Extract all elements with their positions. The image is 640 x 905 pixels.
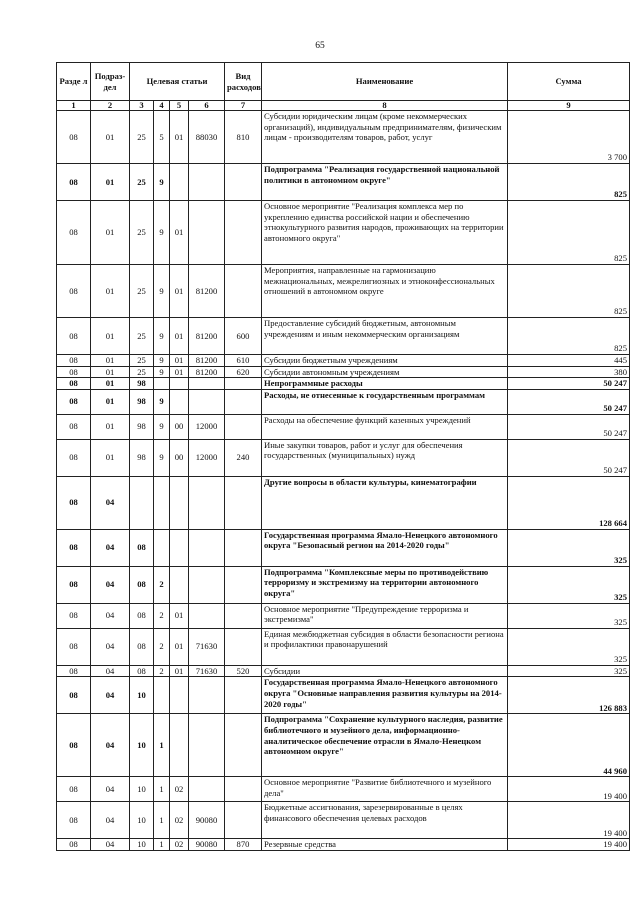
target-subprogram-cell: 9 <box>154 414 170 439</box>
table-row <box>57 802 630 839</box>
target-subprogram-cell: 5 <box>154 111 170 164</box>
table-row <box>57 476 630 529</box>
expense-type-cell <box>225 164 262 201</box>
target-direction-cell <box>189 714 225 777</box>
sum-cell: 19 400 <box>508 802 630 839</box>
target-event-cell <box>170 566 189 603</box>
sum-cell: 50 247 <box>508 439 630 476</box>
podrazdel-cell: 01 <box>91 265 130 318</box>
table-row <box>57 677 630 714</box>
razdel-cell: 08 <box>57 366 91 378</box>
name-cell: Иные закупки товаров, работ и услуг для обеспечения государственных (муниципальных) нужд <box>262 439 508 476</box>
expense-type-cell <box>225 414 262 439</box>
target-event-cell <box>170 164 189 201</box>
sum-cell: 50 247 <box>508 414 630 439</box>
header-name: Наименование <box>262 63 508 101</box>
target-direction-cell: 90080 <box>189 839 225 851</box>
target-program-cell: 08 <box>130 628 154 665</box>
razdel-cell: 08 <box>57 777 91 802</box>
target-direction-cell <box>189 164 225 201</box>
name-cell: Подпрограмма "Сохранение культурного наследия, развитие библиотечного и музейного дела, информационно-аналитическое обеспечение отрасли в Ямало-Ненецком автономном округе" <box>262 714 508 777</box>
name-cell: Государственная программа Ямало-Ненецкого автономного округа "Безопасный регион на 2014-2020 годы" <box>262 529 508 566</box>
target-event-cell: 01 <box>170 628 189 665</box>
target-program-cell: 10 <box>130 714 154 777</box>
expense-type-cell: 600 <box>225 318 262 355</box>
target-direction-cell <box>189 677 225 714</box>
podrazdel-cell: 04 <box>91 777 130 802</box>
column-number: 3 <box>130 101 154 111</box>
target-direction-cell <box>189 777 225 802</box>
target-program-cell: 10 <box>130 839 154 851</box>
target-program-cell: 98 <box>130 439 154 476</box>
target-program-cell: 10 <box>130 802 154 839</box>
target-subprogram-cell <box>154 677 170 714</box>
podrazdel-cell: 01 <box>91 201 130 265</box>
table-row <box>57 265 630 318</box>
target-direction-cell <box>189 566 225 603</box>
target-direction-cell: 12000 <box>189 414 225 439</box>
table-row <box>57 777 630 802</box>
target-direction-cell <box>189 529 225 566</box>
podrazdel-cell: 04 <box>91 566 130 603</box>
table-row <box>57 366 630 378</box>
page-number: 65 <box>315 41 325 51</box>
target-program-cell: 25 <box>130 164 154 201</box>
name-cell: Подпрограмма "Реализация государственной национальной политики в автономном округе" <box>262 164 508 201</box>
target-program-cell: 25 <box>130 318 154 355</box>
target-direction-cell <box>189 476 225 529</box>
target-subprogram-cell: 9 <box>154 355 170 367</box>
target-event-cell: 01 <box>170 366 189 378</box>
podrazdel-cell: 04 <box>91 665 130 677</box>
name-cell: Бюджетные ассигнования, зарезервированные в целях финансового обеспечения целевых расходов <box>262 802 508 839</box>
target-subprogram-cell: 9 <box>154 201 170 265</box>
header-target-article: Целевая статьи <box>130 63 225 101</box>
razdel-cell: 08 <box>57 265 91 318</box>
target-subprogram-cell: 9 <box>154 318 170 355</box>
name-cell: Подпрограмма "Комплексные меры по противодействию терроризму и экстремизму на территории автономного округа" <box>262 566 508 603</box>
podrazdel-cell: 04 <box>91 802 130 839</box>
sum-cell: 126 883 <box>508 677 630 714</box>
table-row <box>57 566 630 603</box>
column-number: 8 <box>262 101 508 111</box>
sum-cell: 128 664 <box>508 476 630 529</box>
podrazdel-cell: 04 <box>91 476 130 529</box>
sum-cell: 825 <box>508 318 630 355</box>
target-direction-cell <box>189 378 225 390</box>
podrazdel-cell: 04 <box>91 529 130 566</box>
target-program-cell: 10 <box>130 677 154 714</box>
table-body <box>57 111 630 851</box>
target-subprogram-cell: 2 <box>154 628 170 665</box>
razdel-cell: 08 <box>57 389 91 414</box>
target-subprogram-cell: 9 <box>154 439 170 476</box>
table-row <box>57 378 630 390</box>
sum-cell: 44 960 <box>508 714 630 777</box>
target-subprogram-cell <box>154 529 170 566</box>
target-event-cell <box>170 476 189 529</box>
name-cell: Субсидии автономным учреждениям <box>262 366 508 378</box>
expense-type-cell <box>225 566 262 603</box>
sum-cell: 325 <box>508 628 630 665</box>
target-direction-cell: 12000 <box>189 439 225 476</box>
target-program-cell: 25 <box>130 355 154 367</box>
target-event-cell: 01 <box>170 665 189 677</box>
razdel-cell: 08 <box>57 628 91 665</box>
target-event-cell <box>170 389 189 414</box>
target-direction-cell: 81200 <box>189 318 225 355</box>
expense-type-cell: 620 <box>225 366 262 378</box>
target-program-cell: 25 <box>130 111 154 164</box>
razdel-cell: 08 <box>57 603 91 628</box>
name-cell: Единая межбюджетная субсидия в области безопасности региона и профилактики правонарушений <box>262 628 508 665</box>
target-subprogram-cell: 2 <box>154 603 170 628</box>
table-row <box>57 665 630 677</box>
table-row <box>57 164 630 201</box>
target-direction-cell <box>189 389 225 414</box>
target-subprogram-cell: 9 <box>154 389 170 414</box>
target-event-cell: 01 <box>170 355 189 367</box>
target-subprogram-cell: 1 <box>154 714 170 777</box>
target-direction-cell: 71630 <box>189 628 225 665</box>
razdel-cell: 08 <box>57 677 91 714</box>
target-event-cell: 02 <box>170 839 189 851</box>
podrazdel-cell: 01 <box>91 111 130 164</box>
header-sum: Сумма <box>508 63 630 101</box>
target-program-cell: 10 <box>130 777 154 802</box>
target-event-cell: 01 <box>170 201 189 265</box>
podrazdel-cell: 01 <box>91 378 130 390</box>
table-row <box>57 355 630 367</box>
target-program-cell: 98 <box>130 414 154 439</box>
podrazdel-cell: 04 <box>91 714 130 777</box>
sum-cell: 19 400 <box>508 777 630 802</box>
column-number: 4 <box>154 101 170 111</box>
name-cell: Мероприятия, направленные на гармонизацию межнациональных, межрелигиозных и этноконфессиональных отношений в автономном округе <box>262 265 508 318</box>
podrazdel-cell: 04 <box>91 839 130 851</box>
expense-type-cell <box>225 677 262 714</box>
expense-type-cell: 810 <box>225 111 262 164</box>
razdel-cell: 08 <box>57 802 91 839</box>
sum-cell: 825 <box>508 201 630 265</box>
podrazdel-cell: 01 <box>91 164 130 201</box>
podrazdel-cell: 04 <box>91 677 130 714</box>
target-program-cell: 98 <box>130 378 154 390</box>
target-direction-cell: 71630 <box>189 665 225 677</box>
name-cell: Другие вопросы в области культуры, кинематографии <box>262 476 508 529</box>
target-direction-cell: 81200 <box>189 355 225 367</box>
podrazdel-cell: 01 <box>91 366 130 378</box>
expense-type-cell: 870 <box>225 839 262 851</box>
target-event-cell <box>170 378 189 390</box>
table-row <box>57 439 630 476</box>
expense-type-cell <box>225 476 262 529</box>
header-row <box>57 63 630 101</box>
target-subprogram-cell: 2 <box>154 665 170 677</box>
podrazdel-cell: 01 <box>91 318 130 355</box>
target-direction-cell <box>189 201 225 265</box>
sum-cell: 380 <box>508 366 630 378</box>
razdel-cell: 08 <box>57 476 91 529</box>
target-program-cell: 25 <box>130 201 154 265</box>
target-event-cell <box>170 529 189 566</box>
target-program-cell: 08 <box>130 529 154 566</box>
table-row <box>57 714 630 777</box>
table-row <box>57 529 630 566</box>
razdel-cell: 08 <box>57 566 91 603</box>
target-subprogram-cell <box>154 378 170 390</box>
target-program-cell: 25 <box>130 366 154 378</box>
podrazdel-cell: 01 <box>91 439 130 476</box>
target-program-cell: 08 <box>130 566 154 603</box>
column-number: 9 <box>508 101 630 111</box>
expense-type-cell: 610 <box>225 355 262 367</box>
expense-type-cell <box>225 378 262 390</box>
column-number: 6 <box>189 101 225 111</box>
table-row <box>57 201 630 265</box>
name-cell: Предоставление субсидий бюджетным, автономным учреждениям и иным некоммерческим организациям <box>262 318 508 355</box>
name-cell: Основное мероприятие "Предупреждение терроризма и экстремизма" <box>262 603 508 628</box>
name-cell: Непрограммные расходы <box>262 378 508 390</box>
target-program-cell: 98 <box>130 389 154 414</box>
expense-type-cell: 240 <box>225 439 262 476</box>
target-direction-cell: 88030 <box>189 111 225 164</box>
target-event-cell: 01 <box>170 603 189 628</box>
target-subprogram-cell: 1 <box>154 802 170 839</box>
sum-cell: 3 700 <box>508 111 630 164</box>
header-podrazdel: Подраз- дел <box>91 63 130 101</box>
name-cell: Резервные средства <box>262 839 508 851</box>
razdel-cell: 08 <box>57 164 91 201</box>
target-event-cell: 01 <box>170 265 189 318</box>
name-cell: Расходы, не отнесенные к государственным программам <box>262 389 508 414</box>
target-subprogram-cell: 9 <box>154 366 170 378</box>
expense-type-cell <box>225 603 262 628</box>
target-subprogram-cell: 1 <box>154 777 170 802</box>
name-cell: Основное мероприятие "Развитие библиотечного и музейного дела" <box>262 777 508 802</box>
target-direction-cell: 90080 <box>189 802 225 839</box>
razdel-cell: 08 <box>57 714 91 777</box>
column-number-row <box>57 101 630 111</box>
target-event-cell: 02 <box>170 802 189 839</box>
sum-cell: 825 <box>508 164 630 201</box>
razdel-cell: 08 <box>57 839 91 851</box>
sum-cell: 50 247 <box>508 378 630 390</box>
target-subprogram-cell: 2 <box>154 566 170 603</box>
header-razdel: Разде л <box>57 63 91 101</box>
razdel-cell: 08 <box>57 529 91 566</box>
sum-cell: 325 <box>508 529 630 566</box>
razdel-cell: 08 <box>57 378 91 390</box>
target-subprogram-cell: 1 <box>154 839 170 851</box>
target-program-cell: 08 <box>130 603 154 628</box>
expense-type-cell <box>225 714 262 777</box>
target-subprogram-cell <box>154 476 170 529</box>
sum-cell: 325 <box>508 603 630 628</box>
razdel-cell: 08 <box>57 355 91 367</box>
expense-type-cell <box>225 802 262 839</box>
table-row <box>57 839 630 851</box>
target-event-cell <box>170 677 189 714</box>
podrazdel-cell: 04 <box>91 603 130 628</box>
podrazdel-cell: 01 <box>91 389 130 414</box>
sum-cell: 445 <box>508 355 630 367</box>
razdel-cell: 08 <box>57 318 91 355</box>
target-program-cell: 08 <box>130 665 154 677</box>
sum-cell: 325 <box>508 566 630 603</box>
expense-type-cell <box>225 777 262 802</box>
name-cell: Субсидии юридическим лицам (кроме некоммерческих организаций), индивидуальным предпринимателям, физическим лицам - производителям товаров, работ, услуг <box>262 111 508 164</box>
table-row <box>57 318 630 355</box>
name-cell: Субсидии бюджетным учреждениям <box>262 355 508 367</box>
table-row <box>57 111 630 164</box>
target-event-cell: 02 <box>170 777 189 802</box>
column-number: 1 <box>57 101 91 111</box>
name-cell: Государственная программа Ямало-Ненецкого автономного округа "Основные направления развития культуры на 2014-2020 годы" <box>262 677 508 714</box>
sum-cell: 19 400 <box>508 839 630 851</box>
header-expense-type: Вид расходов <box>225 63 262 101</box>
budget-table <box>56 62 630 851</box>
target-direction-cell: 81200 <box>189 265 225 318</box>
expense-type-cell <box>225 201 262 265</box>
column-number: 2 <box>91 101 130 111</box>
target-event-cell: 00 <box>170 414 189 439</box>
expense-type-cell <box>225 628 262 665</box>
target-event-cell: 01 <box>170 318 189 355</box>
podrazdel-cell: 01 <box>91 414 130 439</box>
expense-type-cell <box>225 265 262 318</box>
expense-type-cell <box>225 529 262 566</box>
razdel-cell: 08 <box>57 201 91 265</box>
target-program-cell: 25 <box>130 265 154 318</box>
name-cell: Основное мероприятие "Реализация комплекса мер по укреплению единства российской нации и обеспечению этнокультурного развития народов, проживающих на территории автономного округа" <box>262 201 508 265</box>
target-direction-cell <box>189 603 225 628</box>
target-subprogram-cell: 9 <box>154 265 170 318</box>
table-row <box>57 628 630 665</box>
expense-type-cell: 520 <box>225 665 262 677</box>
razdel-cell: 08 <box>57 439 91 476</box>
table-row <box>57 389 630 414</box>
column-number: 7 <box>225 101 262 111</box>
table-row <box>57 414 630 439</box>
sum-cell: 825 <box>508 265 630 318</box>
razdel-cell: 08 <box>57 414 91 439</box>
name-cell: Расходы на обеспечение функций казенных учреждений <box>262 414 508 439</box>
target-program-cell <box>130 476 154 529</box>
target-event-cell: 01 <box>170 111 189 164</box>
column-number: 5 <box>170 101 189 111</box>
podrazdel-cell: 04 <box>91 628 130 665</box>
sum-cell: 50 247 <box>508 389 630 414</box>
name-cell: Субсидии <box>262 665 508 677</box>
target-subprogram-cell: 9 <box>154 164 170 201</box>
target-direction-cell: 81200 <box>189 366 225 378</box>
razdel-cell: 08 <box>57 665 91 677</box>
sum-cell: 325 <box>508 665 630 677</box>
target-event-cell <box>170 714 189 777</box>
target-event-cell: 00 <box>170 439 189 476</box>
razdel-cell: 08 <box>57 111 91 164</box>
expense-type-cell <box>225 389 262 414</box>
podrazdel-cell: 01 <box>91 355 130 367</box>
table-row <box>57 603 630 628</box>
